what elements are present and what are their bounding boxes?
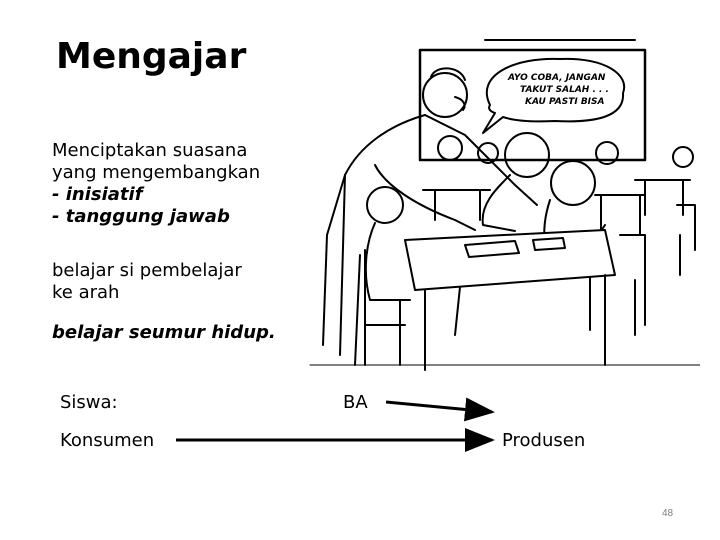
intro-line-3: - inisiatif: [52, 184, 143, 205]
page-number: 48: [662, 508, 674, 519]
classroom-illustration: [305, 35, 700, 380]
konsumen-label: Konsumen: [60, 430, 155, 451]
intro-line-1: Menciptakan suasana: [52, 140, 248, 161]
produsen-label: Produsen: [502, 430, 586, 451]
intro-line-4: - tanggung jawab: [52, 206, 230, 227]
intro-line-2: yang mengembangkan: [52, 162, 261, 183]
ba-label: BA: [343, 392, 368, 413]
arrow-ba: [386, 402, 492, 412]
speech-line-2: TAKUT SALAH . . .: [520, 85, 609, 95]
speech-line-3: KAU PASTI BISA: [525, 97, 605, 107]
text-block-lifelong: belajar seumur hidup.: [52, 322, 276, 343]
direction-text: belajar si pembelajar ke arah: [52, 260, 242, 303]
siswa-label: Siswa:: [60, 392, 118, 413]
slide-title: Mengajar: [56, 36, 247, 77]
speech-line-1: AYO COBA, JANGAN: [508, 73, 606, 83]
